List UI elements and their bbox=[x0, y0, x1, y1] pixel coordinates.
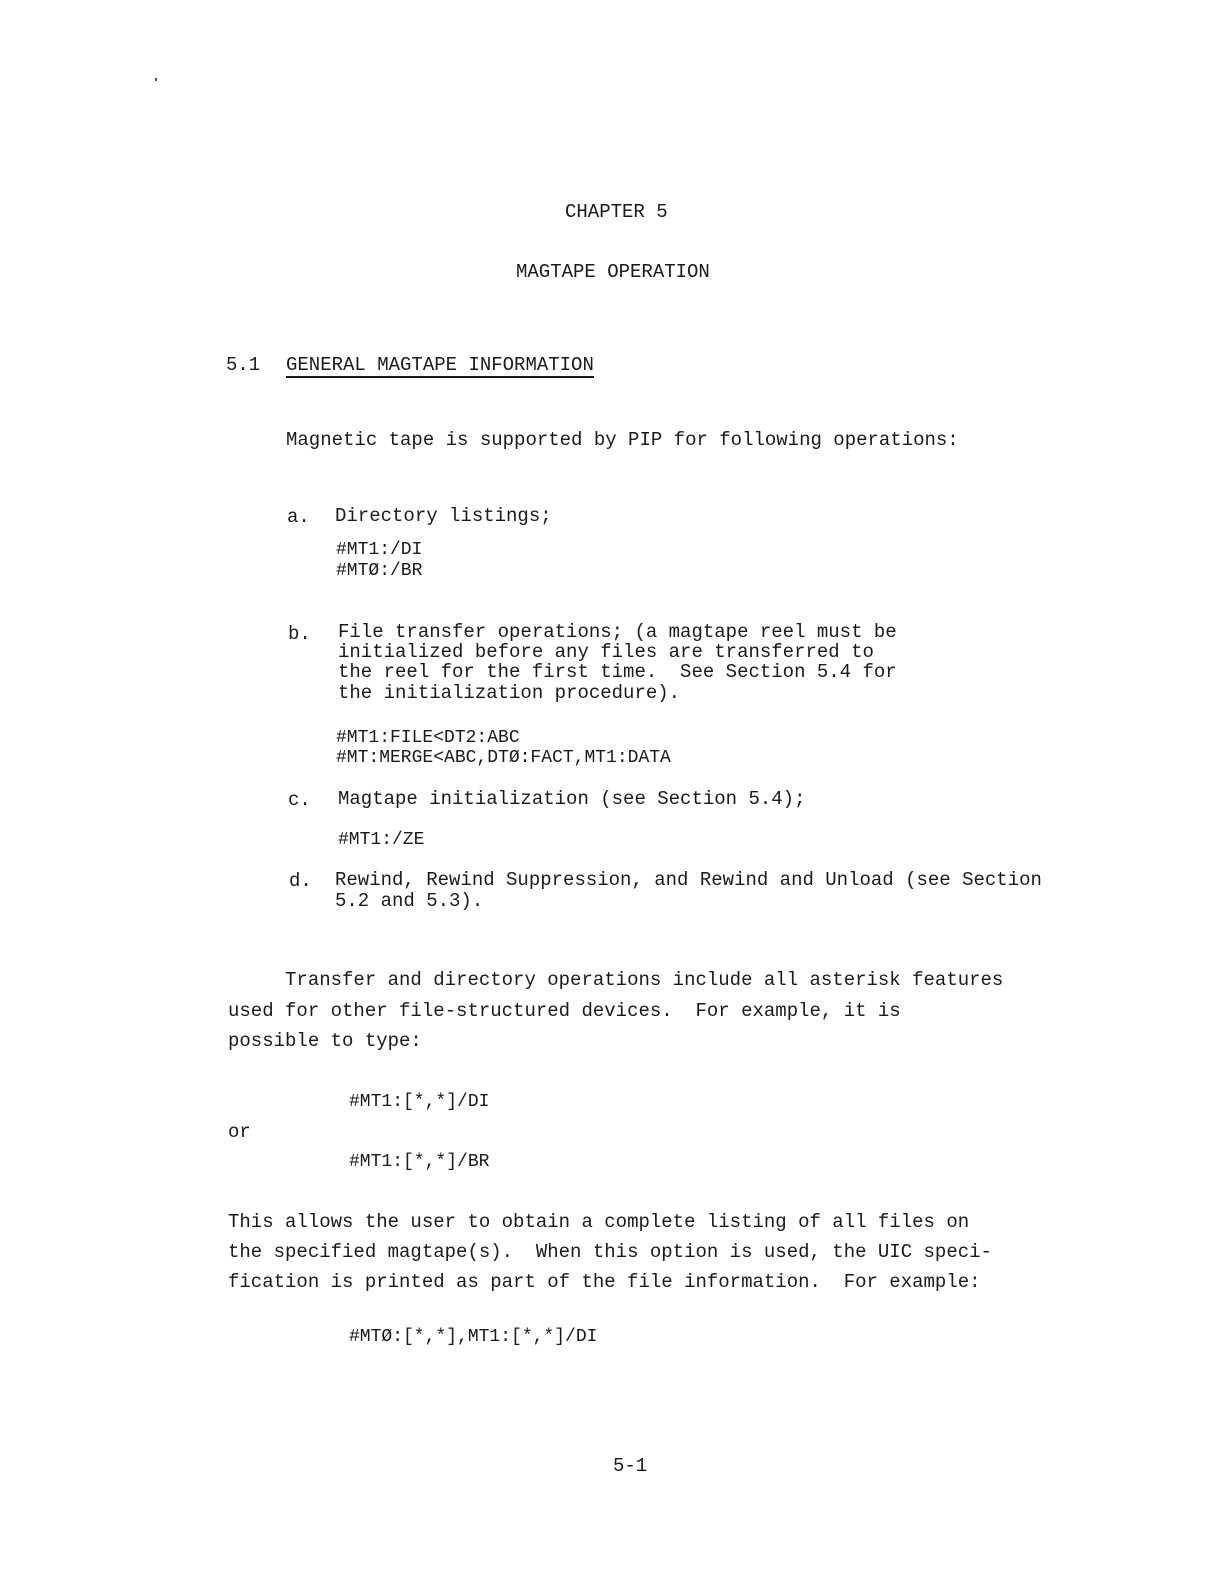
list-item-letter: d. bbox=[289, 870, 312, 892]
list-item-text: the reel for the first time. See Section 5.4 for bbox=[338, 661, 897, 683]
list-item-text: initialized before any files are transferred to bbox=[338, 641, 874, 663]
page-number: 5-1 bbox=[613, 1455, 648, 1477]
body-line: used for other file-structured devices. For example, it is bbox=[228, 1000, 901, 1022]
list-item-text: Rewind, Rewind Suppression, and Rewind and Unload (see Section bbox=[335, 869, 1042, 891]
chapter-label: CHAPTER 5 bbox=[565, 201, 668, 223]
body-line: This allows the user to obtain a complete listing of all files on bbox=[228, 1211, 970, 1233]
code-line: #MT:MERGE<ABC,DTØ:FACT,MT1:DATA bbox=[336, 748, 671, 768]
list-item-text: Magtape initialization (see Section 5.4); bbox=[338, 788, 806, 810]
body-line: the specified magtape(s). When this option is used, the UIC speci- bbox=[228, 1241, 992, 1263]
code-example: #MTØ:[*,*],MT1:[*,*]/DI bbox=[349, 1327, 598, 1347]
list-item-letter: b. bbox=[288, 623, 311, 645]
scan-speck bbox=[155, 78, 157, 81]
intro-paragraph: Magnetic tape is supported by PIP for following operations: bbox=[286, 429, 959, 451]
code-line: #MT1:FILE<DT2:ABC bbox=[336, 728, 520, 748]
body-line: possible to type: bbox=[228, 1030, 422, 1052]
list-item-text: the initialization procedure). bbox=[338, 682, 681, 704]
list-item-text: 5.2 and 5.3). bbox=[335, 890, 484, 912]
code-line: #MT1:/DI bbox=[336, 540, 423, 560]
body-line: Transfer and directory operations include all asterisk features bbox=[228, 969, 1004, 991]
list-item-text: File transfer operations; (a magtape reel must be bbox=[338, 621, 897, 643]
section-number: 5.1 bbox=[226, 354, 261, 376]
body-line: fication is printed as part of the file information. For example: bbox=[228, 1271, 981, 1293]
section-heading: GENERAL MAGTAPE INFORMATION bbox=[286, 354, 594, 376]
code-example: #MT1:[*,*]/DI bbox=[349, 1092, 490, 1112]
list-item-letter: c. bbox=[288, 789, 311, 811]
list-item-text: Directory listings; bbox=[335, 505, 552, 527]
code-example: #MT1:[*,*]/BR bbox=[349, 1152, 490, 1172]
list-item-letter: a. bbox=[287, 506, 310, 528]
chapter-title: MAGTAPE OPERATION bbox=[516, 261, 710, 283]
or-word: or bbox=[228, 1121, 251, 1143]
code-line: #MT1:/ZE bbox=[338, 830, 425, 850]
code-line: #MTØ:/BR bbox=[336, 561, 423, 581]
